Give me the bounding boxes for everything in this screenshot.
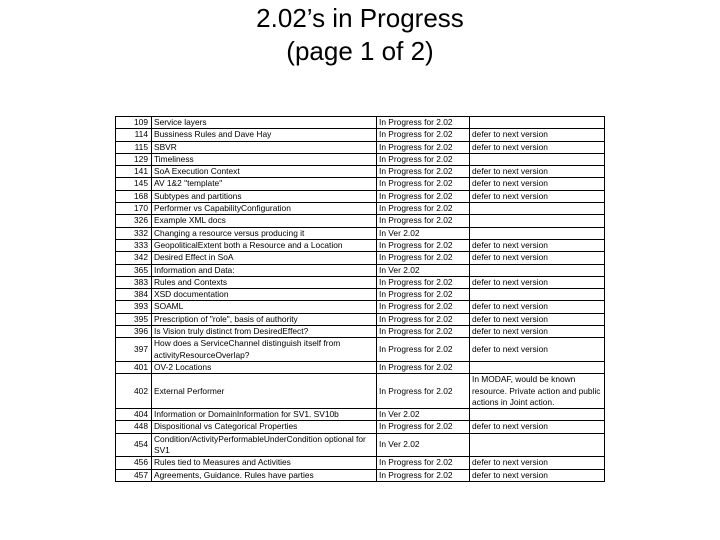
issue-description-cell: Is Vision truly distinct from DesiredEffect? bbox=[152, 326, 377, 338]
issue-status-cell: In Ver 2.02 bbox=[377, 409, 470, 421]
issue-status-cell: In Progress for 2.02 bbox=[377, 457, 470, 469]
issue-status-cell: In Progress for 2.02 bbox=[377, 178, 470, 190]
table-row bbox=[116, 153, 605, 165]
issue-note-cell: defer to next version bbox=[470, 421, 605, 433]
issue-status-cell: In Progress for 2.02 bbox=[377, 190, 470, 202]
issue-number-cell: 333 bbox=[116, 239, 152, 251]
issue-number-cell: 109 bbox=[116, 117, 152, 129]
issue-number-cell: 383 bbox=[116, 276, 152, 288]
table-row bbox=[116, 166, 605, 178]
issue-note-cell: defer to next version bbox=[470, 129, 605, 141]
issue-note-cell bbox=[470, 153, 605, 165]
issue-status-cell: In Ver 2.02 bbox=[377, 433, 470, 457]
issue-note-cell: defer to next version bbox=[470, 252, 605, 264]
issue-number-cell: 168 bbox=[116, 190, 152, 202]
issue-number-cell: 326 bbox=[116, 215, 152, 227]
table-row bbox=[116, 203, 605, 215]
table-row bbox=[116, 215, 605, 227]
issue-note-cell: defer to next version bbox=[470, 141, 605, 153]
issues-table bbox=[115, 116, 605, 482]
issue-description-cell: XSD documentation bbox=[152, 289, 377, 301]
issue-note-cell: defer to next version bbox=[470, 166, 605, 178]
issue-description-cell: Dispositional vs Categorical Properties bbox=[152, 421, 377, 433]
issue-number-cell: 342 bbox=[116, 252, 152, 264]
issue-number-cell: 384 bbox=[116, 289, 152, 301]
issue-status-cell: In Progress for 2.02 bbox=[377, 301, 470, 313]
issue-status-cell: In Progress for 2.02 bbox=[377, 166, 470, 178]
issue-description-cell: Desired Effect in SoA bbox=[152, 252, 377, 264]
issue-description-cell: SBVR bbox=[152, 141, 377, 153]
table-row bbox=[116, 129, 605, 141]
issue-number-cell: 402 bbox=[116, 374, 152, 409]
issue-status-cell: In Progress for 2.02 bbox=[377, 252, 470, 264]
issue-status-cell: In Progress for 2.02 bbox=[377, 215, 470, 227]
issue-number-cell: 395 bbox=[116, 313, 152, 325]
issue-number-cell: 141 bbox=[116, 166, 152, 178]
issue-status-cell: In Ver 2.02 bbox=[377, 264, 470, 276]
issue-description-cell: SOAML bbox=[152, 301, 377, 313]
issue-status-cell: In Progress for 2.02 bbox=[377, 374, 470, 409]
issue-note-cell: In MODAF, would be known resource. Private action and public actions in Joint action. bbox=[470, 374, 605, 409]
issue-note-cell bbox=[470, 433, 605, 457]
table-row bbox=[116, 178, 605, 190]
issue-status-cell: In Progress for 2.02 bbox=[377, 141, 470, 153]
issue-description-cell: External Performer bbox=[152, 374, 377, 409]
issue-note-cell: defer to next version bbox=[470, 301, 605, 313]
issue-note-cell bbox=[470, 215, 605, 227]
issue-note-cell: defer to next version bbox=[470, 457, 605, 469]
issue-status-cell: In Progress for 2.02 bbox=[377, 326, 470, 338]
issue-status-cell: In Progress for 2.02 bbox=[377, 361, 470, 373]
issue-number-cell: 114 bbox=[116, 129, 152, 141]
table-row bbox=[116, 252, 605, 264]
issue-note-cell: defer to next version bbox=[470, 178, 605, 190]
table-row bbox=[116, 227, 605, 239]
issue-description-cell: Information or DomainInformation for SV1. SV10b bbox=[152, 409, 377, 421]
issue-number-cell: 448 bbox=[116, 421, 152, 433]
issue-note-cell: defer to next version bbox=[470, 326, 605, 338]
title-line-2: (page 1 of 2) bbox=[286, 36, 434, 66]
table-row bbox=[116, 338, 605, 362]
issue-number-cell: 145 bbox=[116, 178, 152, 190]
issue-number-cell: 129 bbox=[116, 153, 152, 165]
issue-status-cell: In Progress for 2.02 bbox=[377, 469, 470, 481]
issue-number-cell: 456 bbox=[116, 457, 152, 469]
issue-status-cell: In Ver 2.02 bbox=[377, 227, 470, 239]
issue-status-cell: In Progress for 2.02 bbox=[377, 276, 470, 288]
issue-number-cell: 401 bbox=[116, 361, 152, 373]
table-row bbox=[116, 190, 605, 202]
table-row bbox=[116, 409, 605, 421]
issue-description-cell: How does a ServiceChannel distinguish itself from activityResourceOverlap? bbox=[152, 338, 377, 362]
issue-description-cell: Condition/ActivityPerformableUnderCondition optional for SV1 bbox=[152, 433, 377, 457]
issue-note-cell bbox=[470, 361, 605, 373]
table-row bbox=[116, 421, 605, 433]
table-row bbox=[116, 361, 605, 373]
table-row bbox=[116, 264, 605, 276]
issue-description-cell: Rules and Contexts bbox=[152, 276, 377, 288]
issue-note-cell: defer to next version bbox=[470, 276, 605, 288]
table-row bbox=[116, 326, 605, 338]
issue-number-cell: 365 bbox=[116, 264, 152, 276]
issue-number-cell: 170 bbox=[116, 203, 152, 215]
issues-table-wrap bbox=[115, 116, 605, 482]
issue-status-cell: In Progress for 2.02 bbox=[377, 203, 470, 215]
issue-note-cell bbox=[470, 289, 605, 301]
issue-description-cell: Performer vs CapabilityConfiguration bbox=[152, 203, 377, 215]
issue-note-cell bbox=[470, 409, 605, 421]
issue-description-cell: Bussiness Rules and Dave Hay bbox=[152, 129, 377, 141]
issue-description-cell: Example XML docs bbox=[152, 215, 377, 227]
issue-status-cell: In Progress for 2.02 bbox=[377, 313, 470, 325]
issue-status-cell: In Progress for 2.02 bbox=[377, 239, 470, 251]
table-row bbox=[116, 239, 605, 251]
issue-note-cell: defer to next version bbox=[470, 469, 605, 481]
issue-status-cell: In Progress for 2.02 bbox=[377, 129, 470, 141]
table-row bbox=[116, 433, 605, 457]
table-row bbox=[116, 276, 605, 288]
table-row bbox=[116, 117, 605, 129]
table-row bbox=[116, 457, 605, 469]
issue-description-cell: Timeliness bbox=[152, 153, 377, 165]
issue-description-cell: Changing a resource versus producing it bbox=[152, 227, 377, 239]
issue-note-cell: defer to next version bbox=[470, 239, 605, 251]
issue-number-cell: 397 bbox=[116, 338, 152, 362]
issue-description-cell: AV 1&2 "template" bbox=[152, 178, 377, 190]
issue-note-cell: defer to next version bbox=[470, 338, 605, 362]
table-row bbox=[116, 289, 605, 301]
table-row bbox=[116, 313, 605, 325]
issue-status-cell: In Progress for 2.02 bbox=[377, 117, 470, 129]
issue-note-cell: defer to next version bbox=[470, 190, 605, 202]
issue-description-cell: Information and Data: bbox=[152, 264, 377, 276]
issue-description-cell: OV-2 Locations bbox=[152, 361, 377, 373]
issue-number-cell: 457 bbox=[116, 469, 152, 481]
table-row bbox=[116, 374, 605, 409]
issue-number-cell: 115 bbox=[116, 141, 152, 153]
issue-description-cell: GeopoliticalExtent both a Resource and a Location bbox=[152, 239, 377, 251]
issue-number-cell: 454 bbox=[116, 433, 152, 457]
issue-status-cell: In Progress for 2.02 bbox=[377, 153, 470, 165]
title-line-1: 2.02’s in Progress bbox=[256, 3, 464, 33]
issue-note-cell bbox=[470, 227, 605, 239]
issue-description-cell: Agreements, Guidance. Rules have parties bbox=[152, 469, 377, 481]
issue-note-cell bbox=[470, 203, 605, 215]
issues-table-body bbox=[116, 117, 605, 482]
issue-description-cell: SoA Execution Context bbox=[152, 166, 377, 178]
issue-number-cell: 393 bbox=[116, 301, 152, 313]
table-row bbox=[116, 469, 605, 481]
issue-note-cell: defer to next version bbox=[470, 313, 605, 325]
issue-number-cell: 396 bbox=[116, 326, 152, 338]
issue-number-cell: 332 bbox=[116, 227, 152, 239]
table-row bbox=[116, 141, 605, 153]
issue-note-cell bbox=[470, 264, 605, 276]
issue-description-cell: Service layers bbox=[152, 117, 377, 129]
issue-note-cell bbox=[470, 117, 605, 129]
table-row bbox=[116, 301, 605, 313]
issue-status-cell: In Progress for 2.02 bbox=[377, 338, 470, 362]
issue-description-cell: Rules tied to Measures and Activities bbox=[152, 457, 377, 469]
slide-title bbox=[0, 2, 720, 68]
issue-status-cell: In Progress for 2.02 bbox=[377, 289, 470, 301]
issue-number-cell: 404 bbox=[116, 409, 152, 421]
issue-description-cell: Subtypes and partitions bbox=[152, 190, 377, 202]
issue-status-cell: In Progress for 2.02 bbox=[377, 421, 470, 433]
issue-description-cell: Prescription of "role", basis of authority bbox=[152, 313, 377, 325]
